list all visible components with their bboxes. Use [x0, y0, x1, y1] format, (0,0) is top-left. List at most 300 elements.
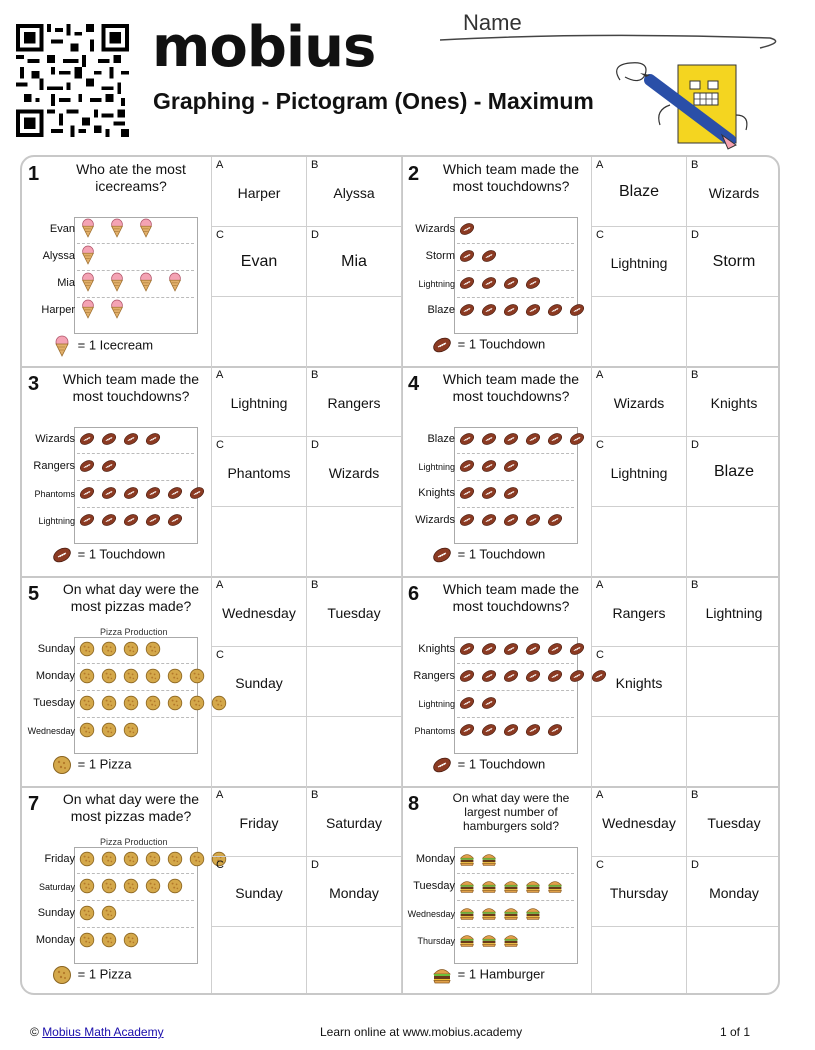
empty-answer-cell	[307, 647, 402, 717]
pizza-icon	[123, 932, 142, 950]
answer-letter: D	[311, 229, 319, 241]
pictogram-row	[402, 481, 588, 508]
pizza-icon	[79, 878, 98, 896]
answer-option-d[interactable]	[687, 227, 780, 297]
football-icon	[525, 641, 544, 659]
answer-letter: C	[216, 859, 224, 871]
row-label: Wizards	[415, 223, 455, 235]
row-label: Knights	[418, 643, 455, 655]
pictogram-legend	[432, 965, 545, 985]
answer-letter: B	[311, 579, 319, 591]
answer-text: Lightning	[230, 395, 288, 411]
icecream-icon	[166, 272, 187, 292]
row-icons	[459, 695, 503, 717]
answer-letter: B	[691, 789, 699, 801]
pizza-icon	[79, 851, 98, 869]
football-icon	[52, 546, 74, 561]
icecream-icon	[108, 272, 129, 292]
answer-letter: C	[596, 649, 604, 661]
football-icon	[481, 722, 500, 740]
answer-letter: B	[691, 579, 699, 591]
answer-option-c[interactable]	[592, 227, 687, 297]
answer-text: Thursday	[609, 885, 669, 901]
football-icon	[167, 485, 186, 503]
row-icons	[459, 932, 525, 954]
football-icon	[481, 641, 500, 659]
pictogram-row	[22, 928, 208, 955]
pizza-icon	[79, 932, 98, 950]
row-label: Wednesday	[27, 726, 75, 736]
pizza-icon	[189, 668, 208, 686]
football-icon	[547, 722, 566, 740]
empty-answer-cell	[687, 927, 780, 995]
pictogram-row	[22, 664, 208, 691]
question-number: 3	[28, 373, 40, 395]
football-icon	[145, 512, 164, 530]
football-icon	[481, 275, 500, 293]
answer-letter: C	[216, 229, 224, 241]
answer-option-b[interactable]	[687, 577, 780, 647]
football-icon	[569, 668, 588, 686]
pizza-icon	[145, 695, 164, 713]
question-text: Which team made the most touchdowns?	[442, 581, 580, 614]
row-label: Alyssa	[42, 250, 75, 262]
icecream-icon	[137, 272, 158, 292]
row-icons	[79, 878, 189, 900]
football-icon	[569, 431, 588, 449]
football-icon	[481, 485, 500, 503]
answer-option-d[interactable]	[687, 437, 780, 507]
answer-text: Wizards	[613, 395, 665, 411]
answer-text: Monday	[329, 885, 379, 901]
pictogram-legend	[52, 755, 131, 775]
answer-option-d[interactable]	[307, 437, 402, 507]
football-icon	[525, 431, 544, 449]
row-label: Lightning	[418, 699, 455, 709]
mascot-illustration	[610, 55, 760, 155]
answer-option-c[interactable]	[212, 647, 307, 717]
pictogram-row	[22, 901, 208, 928]
hamburger-icon	[459, 878, 478, 896]
row-label: Tuesday	[413, 880, 455, 892]
answer-option-a[interactable]	[592, 157, 687, 227]
hamburger-icon	[525, 878, 544, 896]
pictogram-legend	[432, 335, 545, 355]
row-label: Rangers	[33, 460, 75, 472]
pictogram-row	[22, 508, 208, 535]
football-icon	[459, 485, 478, 503]
question-cell	[22, 367, 212, 577]
row-label: Blaze	[427, 304, 455, 316]
mobius-academy-link[interactable]: Mobius Math Academy	[42, 1025, 164, 1039]
football-icon	[459, 431, 478, 449]
question-number: 8	[408, 793, 420, 815]
answer-option-c[interactable]	[592, 437, 687, 507]
question-text: Who ate the most icecreams?	[76, 161, 186, 194]
answer-text: Sunday	[235, 885, 283, 901]
chart-title: Pizza Production	[100, 627, 168, 637]
pizza-icon	[123, 722, 142, 740]
answer-option-d[interactable]	[687, 857, 780, 927]
row-label: Saturday	[38, 882, 75, 892]
answer-text: Lightning	[610, 255, 668, 271]
pictogram-row	[402, 718, 588, 745]
hamburger-icon	[459, 932, 478, 950]
answer-letter: A	[216, 159, 224, 171]
pictogram-row	[22, 427, 208, 454]
football-icon	[123, 512, 142, 530]
legend-text: = 1 Pizza	[74, 756, 132, 772]
icecream-icon	[52, 337, 74, 352]
football-icon	[79, 485, 98, 503]
answer-text: Wizards	[328, 465, 380, 481]
pizza-icon	[167, 695, 186, 713]
hamburger-icon	[503, 905, 522, 923]
pizza-icon	[145, 641, 164, 659]
hamburger-icon	[547, 878, 566, 896]
row-icons	[459, 431, 591, 453]
row-icons	[79, 695, 233, 717]
row-icons	[459, 275, 547, 297]
football-icon	[503, 431, 522, 449]
question-number: 7	[28, 793, 40, 815]
legend-text: = 1 Touchdown	[454, 546, 546, 562]
row-label: Evan	[49, 223, 75, 235]
pizza-icon	[52, 756, 74, 771]
empty-answer-cell	[592, 297, 687, 367]
football-icon	[79, 431, 98, 449]
answer-letter: D	[691, 439, 699, 451]
icecream-icon	[79, 245, 100, 265]
icecream-icon	[79, 272, 100, 292]
pictogram-row	[402, 427, 588, 454]
football-icon	[459, 248, 478, 266]
answer-text: Wizards	[708, 185, 760, 201]
row-icons	[459, 905, 547, 927]
brand-logo: mobius	[152, 15, 376, 80]
row-label: Lightning	[418, 462, 455, 472]
answer-option-d[interactable]	[307, 857, 402, 927]
answer-text: Wednesday	[222, 605, 296, 621]
answer-option-a[interactable]	[592, 577, 687, 647]
answer-letter: D	[691, 229, 699, 241]
answer-letter: A	[216, 579, 224, 591]
answer-option-a[interactable]	[212, 577, 307, 647]
football-icon	[503, 275, 522, 293]
pictogram-row	[402, 637, 588, 664]
football-icon	[525, 512, 544, 530]
football-icon	[569, 302, 588, 320]
row-label: Sunday	[37, 643, 75, 655]
row-icons	[459, 641, 591, 663]
row-icons	[79, 485, 211, 507]
football-icon	[101, 458, 120, 476]
question-text: Which team made the most touchdowns?	[442, 161, 580, 194]
hamburger-icon	[481, 905, 500, 923]
answer-letter: B	[311, 369, 319, 381]
row-label: Wizards	[415, 514, 455, 526]
pizza-icon	[101, 905, 120, 923]
answer-letter: B	[311, 159, 319, 171]
answer-option-c[interactable]	[592, 857, 687, 927]
pictogram-row	[402, 874, 588, 901]
answer-option-b[interactable]	[307, 787, 402, 857]
answer-text: Knights	[615, 675, 663, 691]
football-icon	[547, 431, 566, 449]
answer-option-a[interactable]	[592, 787, 687, 857]
empty-answer-cell	[212, 507, 307, 577]
icecream-icon	[108, 218, 129, 238]
row-icons	[459, 512, 569, 534]
pictogram-row	[22, 454, 208, 481]
pizza-icon	[123, 668, 142, 686]
hamburger-icon	[459, 905, 478, 923]
football-icon	[432, 756, 454, 771]
row-icons	[459, 851, 503, 873]
football-icon	[167, 512, 186, 530]
chart-title: Pizza Production	[100, 837, 168, 847]
row-icons	[79, 299, 137, 321]
hamburger-icon	[481, 851, 500, 869]
football-icon	[481, 512, 500, 530]
answer-option-b[interactable]	[687, 367, 780, 437]
pizza-icon	[167, 878, 186, 896]
row-icons	[79, 218, 166, 240]
answer-option-b[interactable]	[687, 787, 780, 857]
row-icons	[79, 668, 211, 690]
row-label: Lightning	[38, 516, 75, 526]
football-icon	[481, 302, 500, 320]
pictogram-legend	[52, 335, 153, 357]
football-icon	[503, 668, 522, 686]
empty-answer-cell	[592, 507, 687, 577]
row-icons	[459, 485, 525, 507]
legend-text: = 1 Touchdown	[454, 756, 546, 772]
row-icons	[459, 878, 569, 900]
football-icon	[547, 641, 566, 659]
football-icon	[459, 275, 478, 293]
question-number: 5	[28, 583, 40, 605]
pizza-icon	[189, 695, 208, 713]
row-icons	[79, 512, 189, 534]
answer-letter: A	[596, 789, 604, 801]
pizza-icon	[123, 851, 142, 869]
row-icons	[79, 458, 123, 480]
row-label: Wednesday	[407, 909, 455, 919]
football-icon	[525, 668, 544, 686]
pizza-icon	[145, 851, 164, 869]
empty-answer-cell	[212, 297, 307, 367]
name-label: Name	[463, 10, 522, 35]
answer-text: Blaze	[618, 183, 660, 200]
answer-option-d[interactable]	[307, 227, 402, 297]
question-cell	[402, 787, 592, 995]
row-icons	[459, 248, 503, 270]
answer-text: Sunday	[235, 675, 283, 691]
row-icons	[79, 245, 108, 267]
pictogram-row	[22, 298, 208, 325]
football-icon	[503, 641, 522, 659]
question-cell	[402, 577, 592, 787]
row-label: Monday	[35, 670, 75, 682]
question-block	[22, 577, 402, 787]
pictogram-row	[402, 664, 588, 691]
footer-website: Learn online at www.mobius.academy	[320, 1025, 523, 1039]
pictogram-row	[402, 847, 588, 874]
row-icons	[79, 641, 167, 663]
question-number: 1	[28, 163, 40, 185]
answer-letter: B	[691, 369, 699, 381]
row-label: Phantoms	[34, 489, 75, 499]
pizza-icon	[79, 695, 98, 713]
answer-option-b[interactable]	[307, 577, 402, 647]
pictogram-row	[402, 508, 588, 535]
question-cell	[402, 157, 592, 367]
football-icon	[459, 722, 478, 740]
football-icon	[503, 458, 522, 476]
football-icon	[189, 485, 208, 503]
hamburger-icon	[481, 932, 500, 950]
football-icon	[525, 722, 544, 740]
answer-text: Saturday	[325, 815, 383, 831]
name-line	[440, 28, 780, 58]
question-block	[22, 367, 402, 577]
football-icon	[459, 302, 478, 320]
answer-text: Friday	[239, 815, 279, 831]
row-icons	[79, 905, 123, 927]
football-icon	[503, 302, 522, 320]
empty-answer-cell	[307, 927, 402, 995]
row-label: Phantoms	[414, 726, 455, 736]
legend-text: = 1 Touchdown	[454, 336, 546, 352]
question-text: On what day were the largest number of hamburgers sold?	[452, 791, 570, 833]
worksheet-title: Graphing - Pictogram (Ones) - Maximum	[153, 88, 594, 114]
row-icons	[79, 932, 145, 954]
football-icon	[547, 512, 566, 530]
hamburger-icon	[481, 878, 500, 896]
row-label: Monday	[415, 853, 455, 865]
football-icon	[101, 485, 120, 503]
answer-text: Wednesday	[602, 815, 676, 831]
answer-letter: C	[596, 859, 604, 871]
pizza-icon	[167, 668, 186, 686]
answer-option-c[interactable]	[212, 227, 307, 297]
football-icon	[79, 512, 98, 530]
question-number: 4	[408, 373, 420, 395]
legend-text: = 1 Pizza	[74, 966, 132, 982]
pizza-icon	[52, 966, 74, 981]
pizza-icon	[101, 695, 120, 713]
question-text: On what day were the most pizzas made?	[62, 791, 200, 824]
football-icon	[525, 302, 544, 320]
row-label: Friday	[44, 853, 75, 865]
row-label: Knights	[418, 487, 455, 499]
pictogram-row	[22, 691, 208, 718]
answer-option-a[interactable]	[592, 367, 687, 437]
empty-answer-cell	[212, 717, 307, 787]
answer-option-c[interactable]	[592, 647, 687, 717]
pictogram-row	[22, 874, 208, 901]
answer-letter: A	[216, 369, 224, 381]
answer-option-b[interactable]	[307, 157, 402, 227]
question-number: 6	[408, 583, 420, 605]
answer-option-c[interactable]	[212, 437, 307, 507]
answer-text: Monday	[709, 885, 759, 901]
answer-letter: A	[596, 159, 604, 171]
answer-option-a[interactable]	[212, 367, 307, 437]
football-icon	[569, 641, 588, 659]
pictogram-row	[402, 244, 588, 271]
pictogram-row	[402, 454, 588, 481]
football-icon	[481, 668, 500, 686]
football-icon	[123, 431, 142, 449]
football-icon	[459, 668, 478, 686]
row-label: Mia	[57, 277, 75, 289]
row-icons	[459, 668, 613, 690]
football-icon	[79, 458, 98, 476]
row-icons	[79, 722, 145, 744]
question-grid	[20, 155, 780, 995]
answer-option-a[interactable]	[212, 157, 307, 227]
question-cell	[22, 787, 212, 995]
question-block	[402, 367, 780, 577]
pictogram-row	[22, 718, 208, 745]
pizza-icon	[101, 668, 120, 686]
football-icon	[101, 431, 120, 449]
answer-text: Storm	[712, 253, 756, 270]
row-icons	[459, 302, 591, 324]
question-number: 2	[408, 163, 420, 185]
pizza-icon	[123, 641, 142, 659]
icecream-icon	[79, 299, 100, 319]
question-text: Which team made the most touchdowns?	[442, 371, 580, 404]
football-icon	[459, 512, 478, 530]
row-label: Tuesday	[33, 697, 75, 709]
answer-option-a[interactable]	[212, 787, 307, 857]
row-label: Wizards	[35, 433, 75, 445]
page-number: 1 of 1	[720, 1025, 751, 1039]
question-text: Which team made the most touchdowns?	[62, 371, 200, 404]
answer-option-c[interactable]	[212, 857, 307, 927]
football-icon	[459, 641, 478, 659]
answer-letter: A	[216, 789, 224, 801]
row-label: Blaze	[427, 433, 455, 445]
football-icon	[145, 431, 164, 449]
answer-letter: A	[596, 579, 604, 591]
question-block	[402, 787, 780, 995]
answer-option-b[interactable]	[307, 367, 402, 437]
icecream-icon	[137, 218, 158, 238]
pictogram-row	[402, 928, 588, 955]
answer-text: Blaze	[713, 463, 755, 480]
pizza-icon	[101, 641, 120, 659]
answer-letter: C	[596, 439, 604, 451]
pizza-icon	[79, 641, 98, 659]
pictogram-row	[22, 271, 208, 298]
legend-text: = 1 Touchdown	[74, 546, 166, 562]
pictogram-row	[402, 901, 588, 928]
answer-text: Alyssa	[333, 185, 375, 201]
row-icons	[79, 431, 167, 453]
pizza-icon	[123, 695, 142, 713]
answer-letter: C	[216, 439, 224, 451]
football-icon	[481, 431, 500, 449]
answer-option-b[interactable]	[687, 157, 780, 227]
football-icon	[101, 512, 120, 530]
icecream-icon	[108, 299, 129, 319]
answer-text: Mia	[341, 253, 367, 270]
pictogram-row	[22, 847, 208, 874]
